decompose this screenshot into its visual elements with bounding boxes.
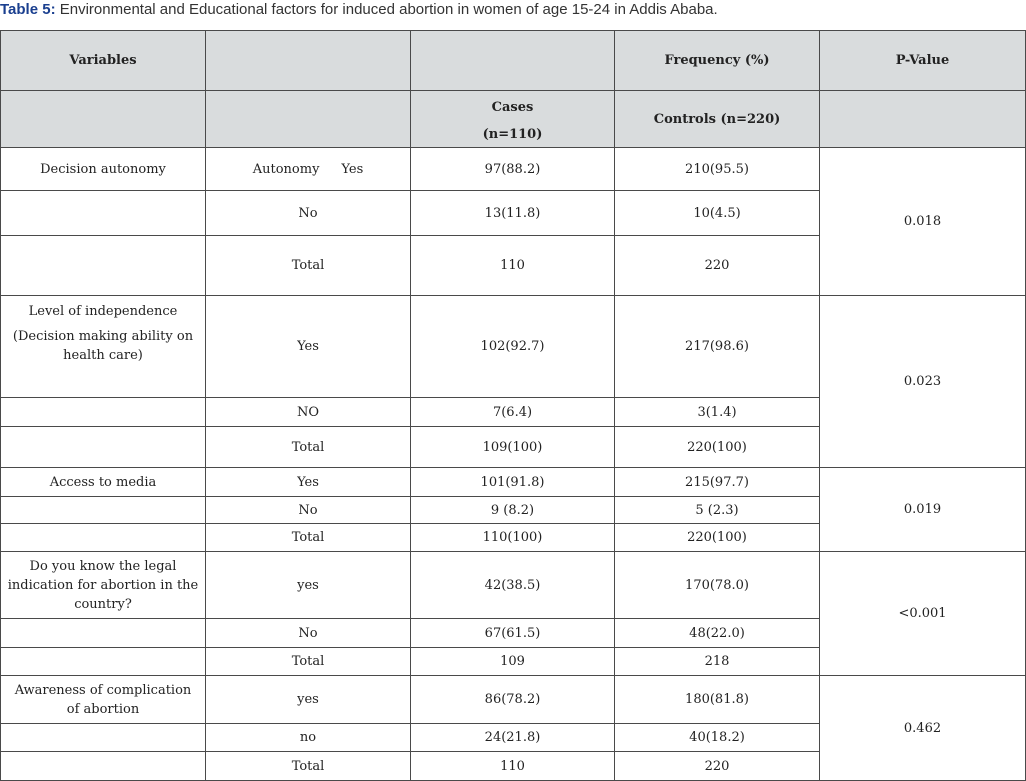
controls-cell: 5 (2.3) xyxy=(615,497,820,524)
table-row xyxy=(1,468,1026,497)
variable-cell xyxy=(1,398,206,427)
cases-cell: 86(78.2) xyxy=(411,676,615,724)
variable-cell: Access to media xyxy=(1,468,206,497)
level-cell: NO xyxy=(206,398,411,427)
table-row xyxy=(1,676,1026,724)
table-label: Table 5: xyxy=(0,1,56,18)
level-label: Autonomy xyxy=(252,161,320,177)
header-variables: Variables xyxy=(1,31,206,91)
variable-cell: Do you know the legal indication for abortion in the country? xyxy=(1,552,206,619)
header-controls: Controls (n=220) xyxy=(615,91,820,148)
controls-cell: 180(81.8) xyxy=(615,676,820,724)
variable-sublabel: (Decision making ability on health care) xyxy=(12,329,194,363)
controls-cell: 217(98.6) xyxy=(615,296,820,398)
table-row xyxy=(1,296,1026,398)
controls-cell: 218 xyxy=(615,648,820,676)
subheader-empty xyxy=(820,91,1026,148)
cases-cell: 101(91.8) xyxy=(411,468,615,497)
level-cell: no xyxy=(206,724,411,752)
variable-cell xyxy=(1,724,206,752)
variable-cell xyxy=(1,648,206,676)
controls-cell: 220(100) xyxy=(615,427,820,468)
level-cell: No xyxy=(206,497,411,524)
subheader-empty xyxy=(1,91,206,148)
controls-cell: 220(100) xyxy=(615,524,820,552)
cases-cell: 102(92.7) xyxy=(411,296,615,398)
subheader-empty xyxy=(206,91,411,148)
variable-cell: Awareness of complication of abortion xyxy=(1,676,206,724)
data-table xyxy=(0,30,1026,781)
controls-cell: 220 xyxy=(615,236,820,296)
variable-cell: Decision autonomy xyxy=(1,148,206,191)
controls-cell: 210(95.5) xyxy=(615,148,820,191)
level-cell: No xyxy=(206,619,411,648)
variable-cell xyxy=(1,191,206,236)
controls-cell: 220 xyxy=(615,752,820,781)
level-cell: Total xyxy=(206,427,411,468)
cases-cell: 110 xyxy=(411,236,615,296)
level-cell: yes xyxy=(206,552,411,619)
cases-cell: 7(6.4) xyxy=(411,398,615,427)
table-row xyxy=(1,552,1026,619)
cases-cell: 24(21.8) xyxy=(411,724,615,752)
level-cell: yes xyxy=(206,676,411,724)
table-title: Environmental and Educational factors for induced abortion in women of age 15-24 in Addis Ababa. xyxy=(55,1,718,18)
variable-cell xyxy=(1,752,206,781)
variable-cell xyxy=(1,296,206,398)
cases-cell: 97(88.2) xyxy=(411,148,615,191)
cases-cell: 42(38.5) xyxy=(411,552,615,619)
variable-cell xyxy=(1,497,206,524)
pvalue-cell: <0.001 xyxy=(820,552,1026,676)
level-cell: Total xyxy=(206,236,411,296)
variable-cell xyxy=(1,427,206,468)
controls-cell: 3(1.4) xyxy=(615,398,820,427)
cases-cell: 13(11.8) xyxy=(411,191,615,236)
cases-cell: 110 xyxy=(411,752,615,781)
header-cases-label: Cases xyxy=(491,100,534,115)
level-cell: Total xyxy=(206,648,411,676)
level-cell: Total xyxy=(206,524,411,552)
cases-cell: 110(100) xyxy=(411,524,615,552)
cases-cell: 9 (8.2) xyxy=(411,497,615,524)
cases-cell: 109(100) xyxy=(411,427,615,468)
header-cases xyxy=(411,91,615,148)
level-cell: No xyxy=(206,191,411,236)
controls-cell: 215(97.7) xyxy=(615,468,820,497)
pvalue-cell: 0.018 xyxy=(820,148,1026,296)
header-empty xyxy=(411,31,615,91)
variable-label: Level of independence xyxy=(28,304,178,319)
header-cases-n: (n=110) xyxy=(482,127,543,142)
pvalue-cell: 0.462 xyxy=(820,676,1026,781)
controls-cell: 170(78.0) xyxy=(615,552,820,619)
level-cell: Total xyxy=(206,752,411,781)
cases-cell: 67(61.5) xyxy=(411,619,615,648)
level-cell: Yes xyxy=(206,468,411,497)
level-cell xyxy=(206,148,411,191)
controls-cell: 48(22.0) xyxy=(615,619,820,648)
cases-cell: 109 xyxy=(411,648,615,676)
pvalue-cell: 0.023 xyxy=(820,296,1026,468)
header-pvalue: P-Value xyxy=(820,31,1026,91)
variable-cell xyxy=(1,236,206,296)
controls-cell: 10(4.5) xyxy=(615,191,820,236)
header-empty xyxy=(206,31,411,91)
pvalue-cell: 0.019 xyxy=(820,468,1026,552)
table-caption xyxy=(0,0,1026,20)
level-cell: Yes xyxy=(206,296,411,398)
controls-cell: 40(18.2) xyxy=(615,724,820,752)
header-row xyxy=(1,31,1026,91)
subheader-row xyxy=(1,91,1026,148)
header-frequency: Frequency (%) xyxy=(615,31,820,91)
variable-cell xyxy=(1,524,206,552)
variable-cell xyxy=(1,619,206,648)
level-extra: Yes xyxy=(341,161,364,177)
table-row xyxy=(1,148,1026,191)
